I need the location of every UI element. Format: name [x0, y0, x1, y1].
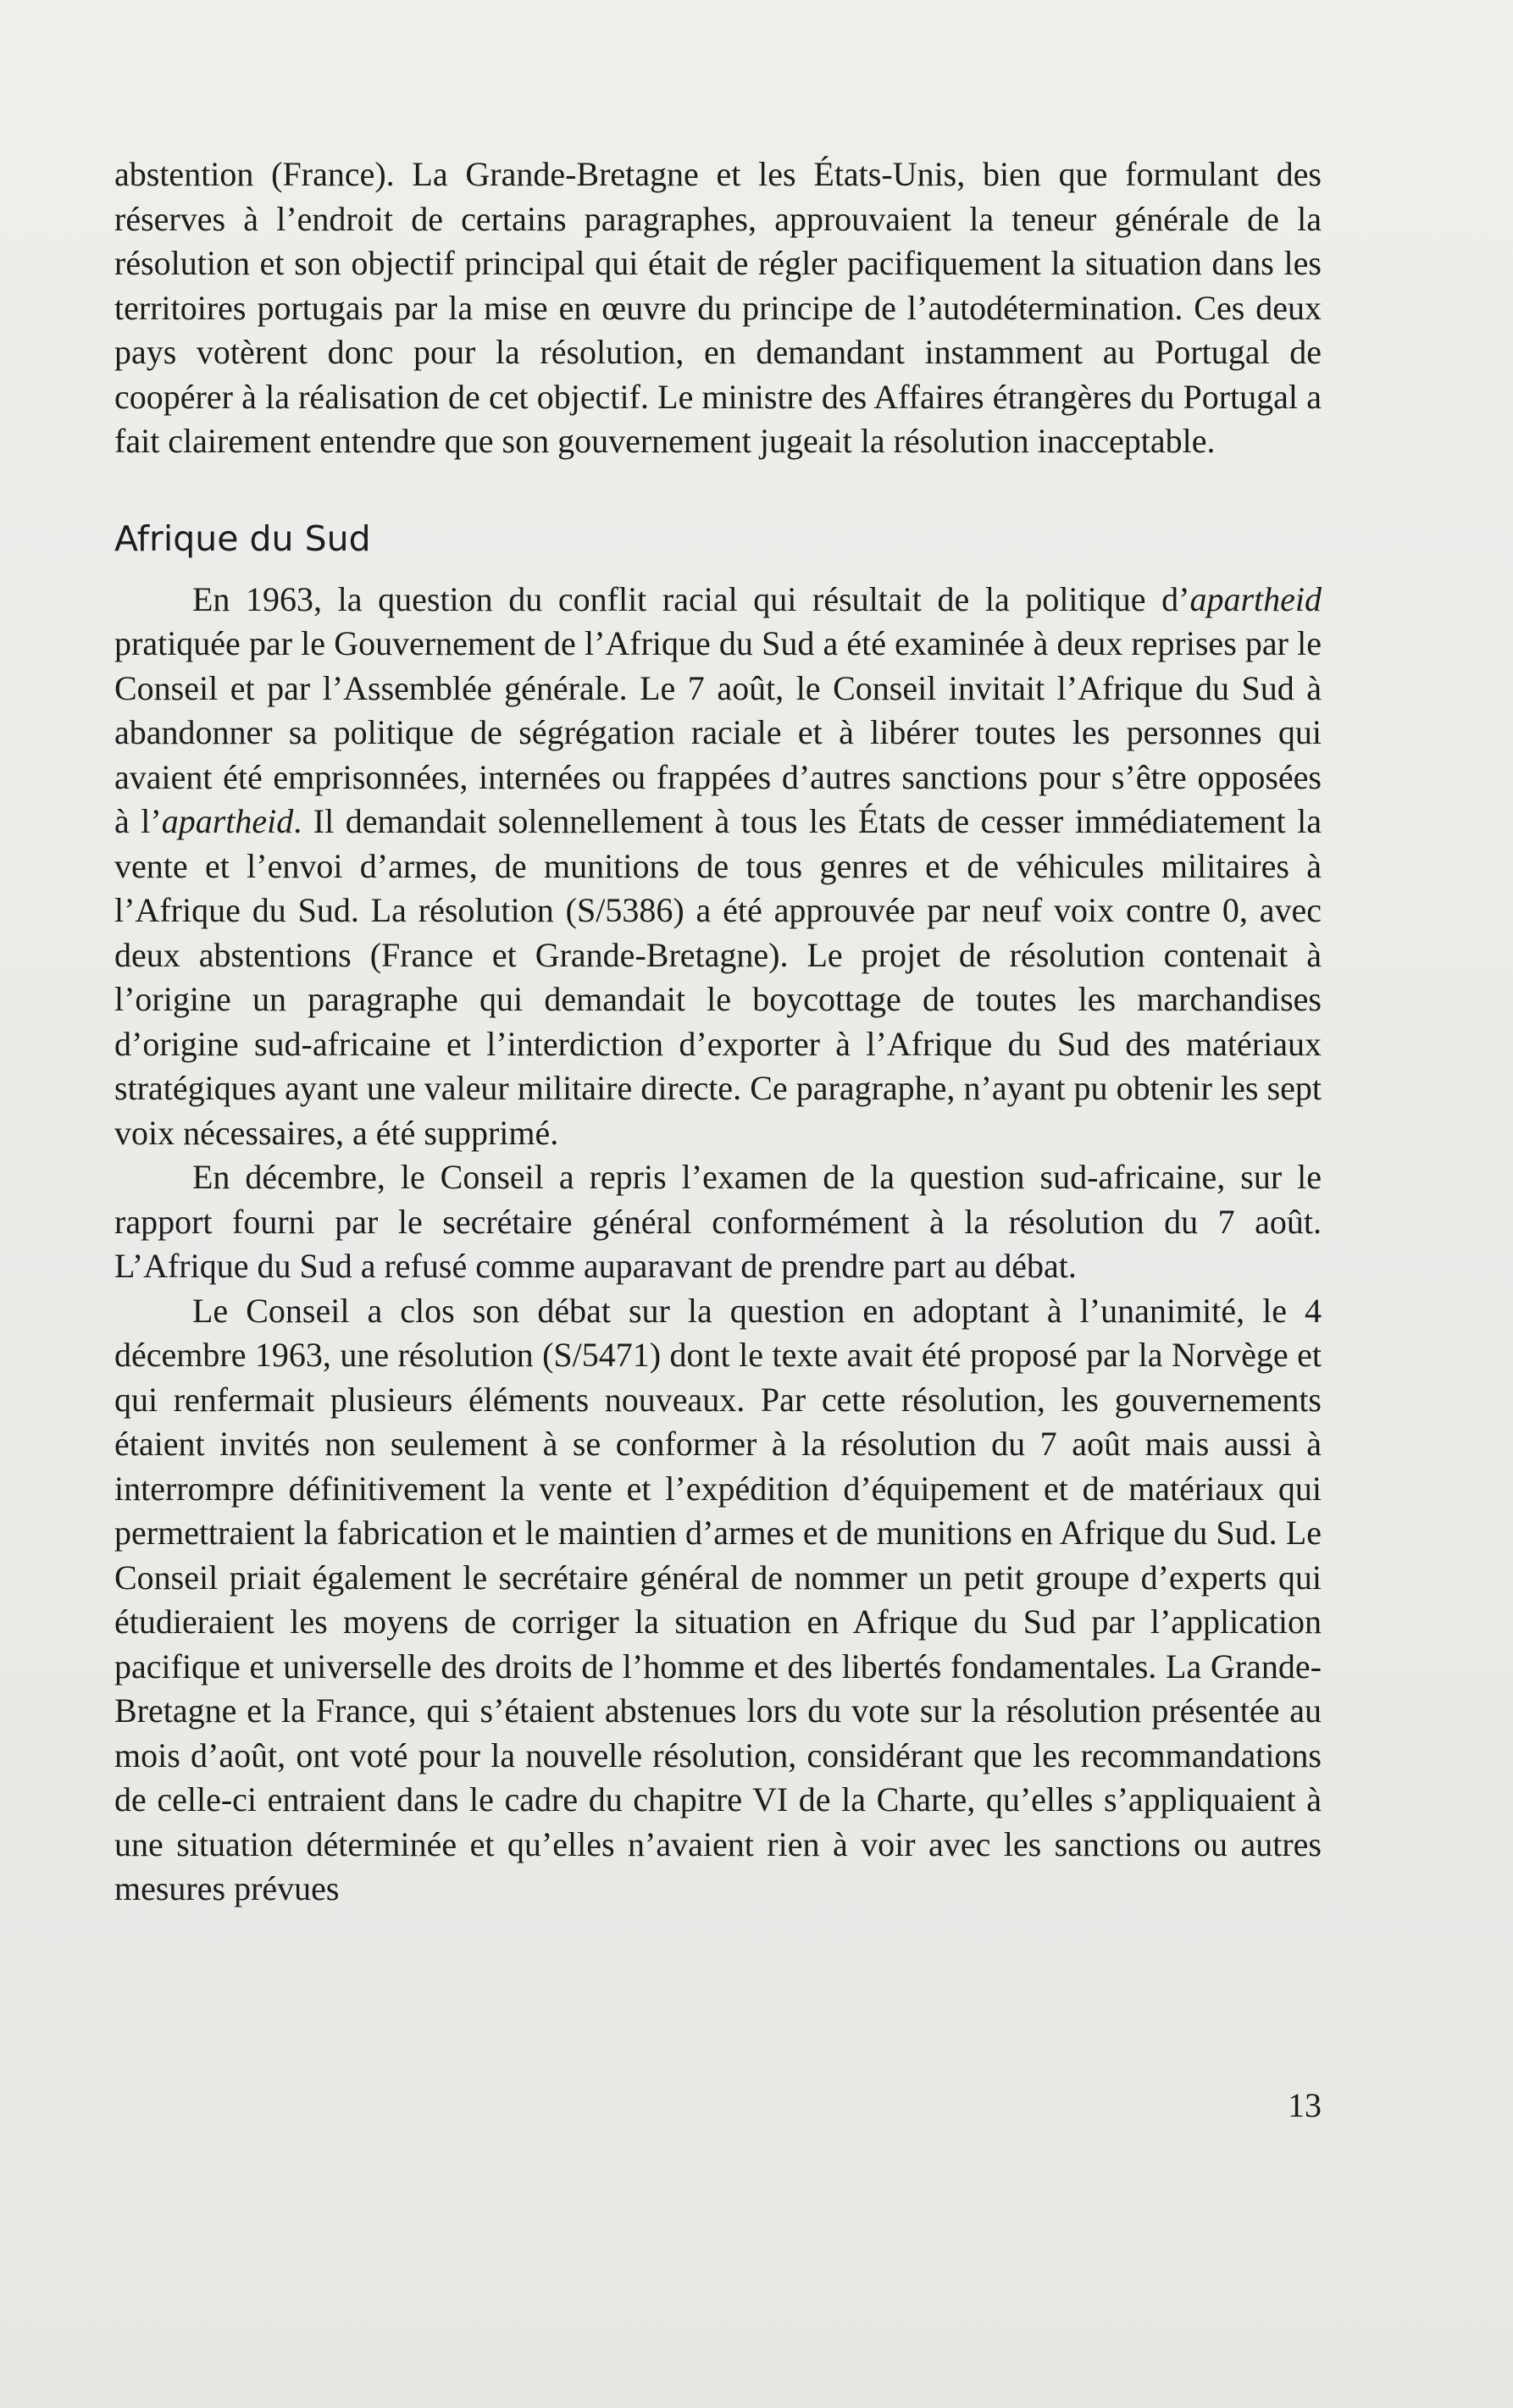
paragraph-apartheid: [114, 578, 1322, 1156]
italic-term: apartheid: [161, 802, 294, 840]
paragraph-text: En 1963, la question du conflit racial qui résultait de la politique d’: [192, 579, 1190, 618]
body-text: [114, 152, 1322, 1912]
italic-term: apartheid: [1189, 579, 1322, 618]
paragraph-text: . Il demandait solennellement à tous les États de cesser immédiatement la vente et l’envoi d’armes, de munitions de tous genres et de véhicules militaires à l’Afrique du Sud. La résolution (S/5386) a été approuvée par neuf voix contre 0, avec deux abstentions (France et Grande-Bretagne). Le projet de résolution contenait à l’origine un paragraphe qui demandait le boycottage de toutes les marchandises d’origine sud-africaine et l’interdiction d’exporter à l’Afrique du Sud des matériaux stratégiques ayant une valeur militaire directe. Ce paragraphe, n’ayant pu obtenir les sept voix nécessaires, a été supprimé.: [114, 802, 1322, 1152]
intro-paragraph: abstention (France). La Grande-Bretagne et les États-Unis, bien que formulant des réserves à l’endroit de certains paragraphes, approuvaient la teneur générale de la résolution et son objectif principal qui était de régler pacifiquement la situation dans les territoires portugais par la mise en œuvre du principe de l’autodétermination. Ces deux pays votèrent donc pour la résolution, en demandant instamment au Portugal de coopérer à la réalisation de cet objectif. Le ministre des Affaires étrangères du Portugal a fait clairement entendre que son gouvernement jugeait la résolution inacceptable.: [114, 155, 1322, 460]
paragraph-resolution: Le Conseil a clos son débat sur la question en adoptant à l’unanimité, le 4 décembre 1963, une résolution (S/5471) dont le texte avait été proposé par la Norvège et qui renfermait plusieurs éléments nouveaux. Par cette résolution, les gouvernements étaient invités non seulement à se conformer à la résolution du 7 août mais aussi à interrompre définitivement la vente et l’expédition d’équipement et de matériaux qui permettraient la fabrication et le maintien d’armes et de munitions en Afrique du Sud. Le Conseil priait également le secrétaire général de nommer un petit groupe d’experts qui étudieraient les moyens de corriger la situation en Afrique du Sud par l’application pacifique et universelle des droits de l’homme et des libertés fondamentales. La Grande-Bretagne et la France, qui s’étaient abstenues lors du vote sur la résolution présentée au mois d’août, ont voté pour la nouvelle résolution, considérant que les recommandations de celle-ci entraient dans le cadre du chapitre VI de la Charte, qu’elles s’appliquaient à une situation déterminée et qu’elles n’avaient rien à voir avec les sanctions ou autres mesures prévues: [114, 1291, 1322, 1907]
paragraph-december: En décembre, le Conseil a repris l’examen de la question sud-africaine, sur le rapport fourni par le secrétaire général conformément à la résolution du 7 août. L’Afrique du Sud a refusé comme auparavant de prendre part au débat.: [114, 1158, 1322, 1285]
page-number: 13: [1288, 2086, 1322, 2124]
paragraph-text: pratiquée par le Gouvernement de l’Afrique du Sud a été examinée à deux reprises par le Conseil et par l’Assemblée générale. Le 7 août, le Conseil invitait l’Afrique du Sud à abandonner sa politique de ségrégation raciale et à libérer toutes les personnes qui avaient été emprisonnées, internées ou frappées d’autres sanctions pour s’être opposées à l’: [114, 624, 1322, 840]
section-title: Afrique du Sud: [114, 518, 371, 559]
